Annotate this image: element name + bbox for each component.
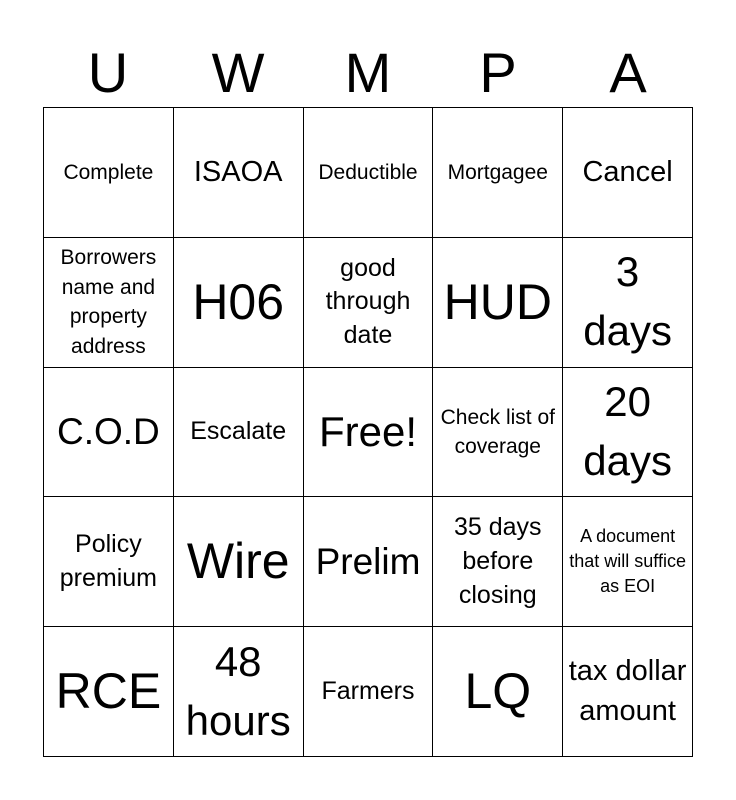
cell-text: good through date (325, 253, 411, 350)
cell-text: Wire (186, 533, 290, 590)
bingo-cell[interactable] (433, 368, 563, 498)
bingo-cell[interactable] (44, 108, 174, 238)
cell-text: Policy premium (59, 530, 158, 592)
cell-text: 35 days before closing (454, 513, 542, 609)
bingo-cell[interactable] (44, 497, 174, 627)
bingo-cell[interactable] (174, 238, 304, 368)
cell-text: Mortgagee (447, 160, 548, 184)
bingo-cell[interactable] (563, 108, 693, 238)
header-letter-p: P (479, 41, 517, 104)
cell-text: Prelim (315, 540, 421, 582)
header-letter-u: U (87, 41, 129, 104)
cell-text: 3 days (583, 248, 672, 355)
cell-text: Escalate (190, 417, 287, 446)
bingo-cell[interactable] (44, 368, 174, 498)
bingo-cell[interactable] (563, 238, 693, 368)
cell-text: 20 days (583, 378, 672, 484)
cell-text: A document that will suffice as EOI (569, 526, 686, 597)
bingo-cell[interactable] (174, 497, 304, 627)
bingo-cell[interactable] (174, 108, 304, 238)
cell-text: Deductible (318, 160, 418, 184)
bingo-cell[interactable] (433, 238, 563, 368)
cell-text: H06 (192, 273, 285, 330)
free-space[interactable] (304, 368, 434, 498)
cell-text: RCE (55, 663, 162, 720)
cell-text: tax dollar amount (568, 655, 687, 727)
cell-text: Farmers (321, 676, 415, 705)
cell-text: Check list of coverage (440, 405, 555, 458)
cell-text: Complete (63, 160, 154, 184)
bingo-cell[interactable] (44, 627, 174, 757)
bingo-cell[interactable] (304, 627, 434, 757)
cell-text: ISAOA (193, 155, 283, 188)
bingo-cell[interactable] (44, 238, 174, 368)
cell-text: 48 hours (185, 637, 291, 744)
cell-text: HUD (443, 273, 552, 330)
bingo-cell[interactable] (304, 497, 434, 627)
bingo-board (43, 107, 693, 757)
bingo-cell[interactable] (174, 627, 304, 757)
cell-text: LQ (464, 663, 532, 720)
header-letter-m: M (344, 41, 392, 104)
bingo-cell[interactable] (433, 627, 563, 757)
cell-text: Free! (318, 407, 417, 455)
bingo-cell[interactable] (563, 497, 693, 627)
bingo-cell[interactable] (563, 368, 693, 498)
bingo-cell[interactable] (174, 368, 304, 498)
bingo-cell[interactable] (433, 497, 563, 627)
bingo-cell[interactable] (304, 238, 434, 368)
cell-text: C.O.D (57, 410, 160, 452)
header-letter-w: W (211, 41, 265, 104)
cell-text: Borrowers name and property address (60, 246, 157, 358)
bingo-cell[interactable] (563, 627, 693, 757)
cell-text: Cancel (582, 155, 673, 188)
bingo-cell[interactable] (433, 108, 563, 238)
header-letter-a: A (609, 41, 647, 104)
bingo-cell[interactable] (304, 108, 434, 238)
bingo-header (43, 40, 693, 106)
